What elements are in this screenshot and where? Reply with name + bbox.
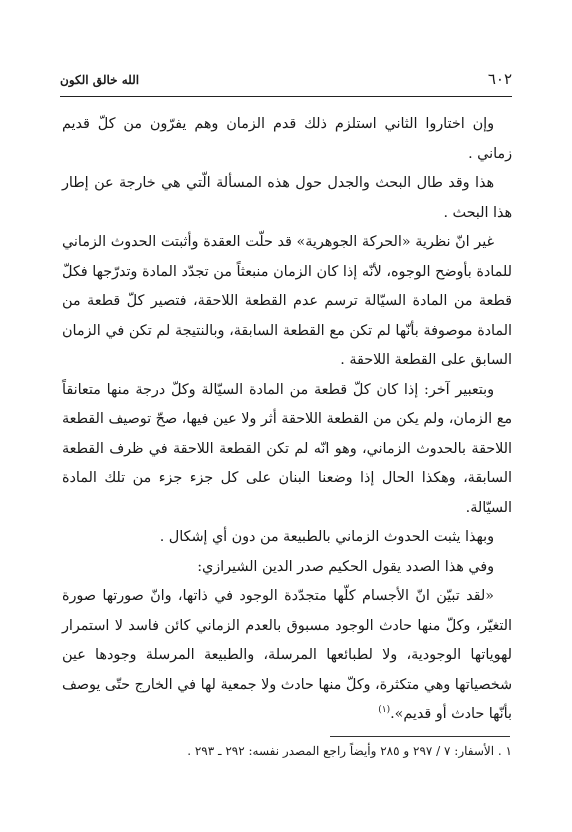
main-text — [62, 110, 512, 730]
paragraph: وإن اختاروا الثاني استلزم ذلك قدم الزمان وهم يفرّون من كلّ قديم زماني . — [62, 116, 512, 162]
paragraph: وبتعبير آخر: إذا كان كلّ قطعة من المادة السيّالة وكلّ درجة منها متعانقاً مع الزمان، ولم يكن من القطعة اللاحقة أثر ولا عين فيها، صحّ توصيف القطعة اللاحقة بالحدوث الزماني، وهو انّه لم تكن القطعة اللاحقة في ظرف القطعة السابقة، وهكذا الحال إذا وضعنا البنان على كل جزء جزء من تلك المادة السيّالة. — [62, 381, 512, 516]
page-header — [60, 70, 512, 92]
paragraph: وبهذا يثبت الحدوث الزماني بالطبيعة من دون أي إشكال . — [159, 529, 494, 545]
footnote-divider — [330, 736, 510, 737]
footnote-marker: (١) — [378, 705, 391, 716]
paragraph: وفي هذا الصدد يقول الحكيم صدر الدين الشيرازي: — [197, 558, 494, 575]
quote-text: «لقد تبيّن انّ الأجسام كلّها متجدّدة الوجود في ذاتها، وانّ صورتها صورة التغيّر، وكلّ منها حادث الوجود مسبوق بالعدم الزماني كائن فاسد لا استمرار لهوياتها الوجودية، ولا لطبائعها المرسلة، والطبيعة المرسلة وجودها عين شخصياتها وهي متكثرة، وكلّ منها حادث ولا جمعية لها في الخارج حتّى يوصف بأنّها حادث أو قديم». — [62, 588, 512, 722]
running-title: الله خالق الكون — [60, 73, 140, 87]
paragraph: غير انّ نظرية «الحركة الجوهرية» قد حلّت العقدة وأثبتت الحدوث الزماني للمادة بأوضح الوجوه، لأنّه إذا كان الزمان منبعثاً من تجدّد المادة وتدرّجها فكلّ قطعة من المادة السيّالة ترسم عدم القطعة اللاحقة، فتصير كلّ قطعة من المادة موصوفة بأنّها لم تكن مع القطعة السابقة، وبالنتيجة لم تكن في الزمان السابق على القطعة اللاحقة . — [62, 234, 512, 368]
header-divider — [60, 96, 512, 97]
quote-paragraph — [62, 582, 512, 730]
paragraph: هذا وقد طال البحث والجدل حول هذه المسألة الّتي هي خارجة عن إطار هذا البحث . — [62, 175, 512, 221]
footnote: ١ . الأسفار: ٧ / ٢٩٧ و ٢٨٥ وأيضاً راجع المصدر نفسه: ٢٩٢ ـ ٢٩٣ . — [187, 744, 512, 758]
page-number: ٦٠٢ — [487, 70, 512, 88]
